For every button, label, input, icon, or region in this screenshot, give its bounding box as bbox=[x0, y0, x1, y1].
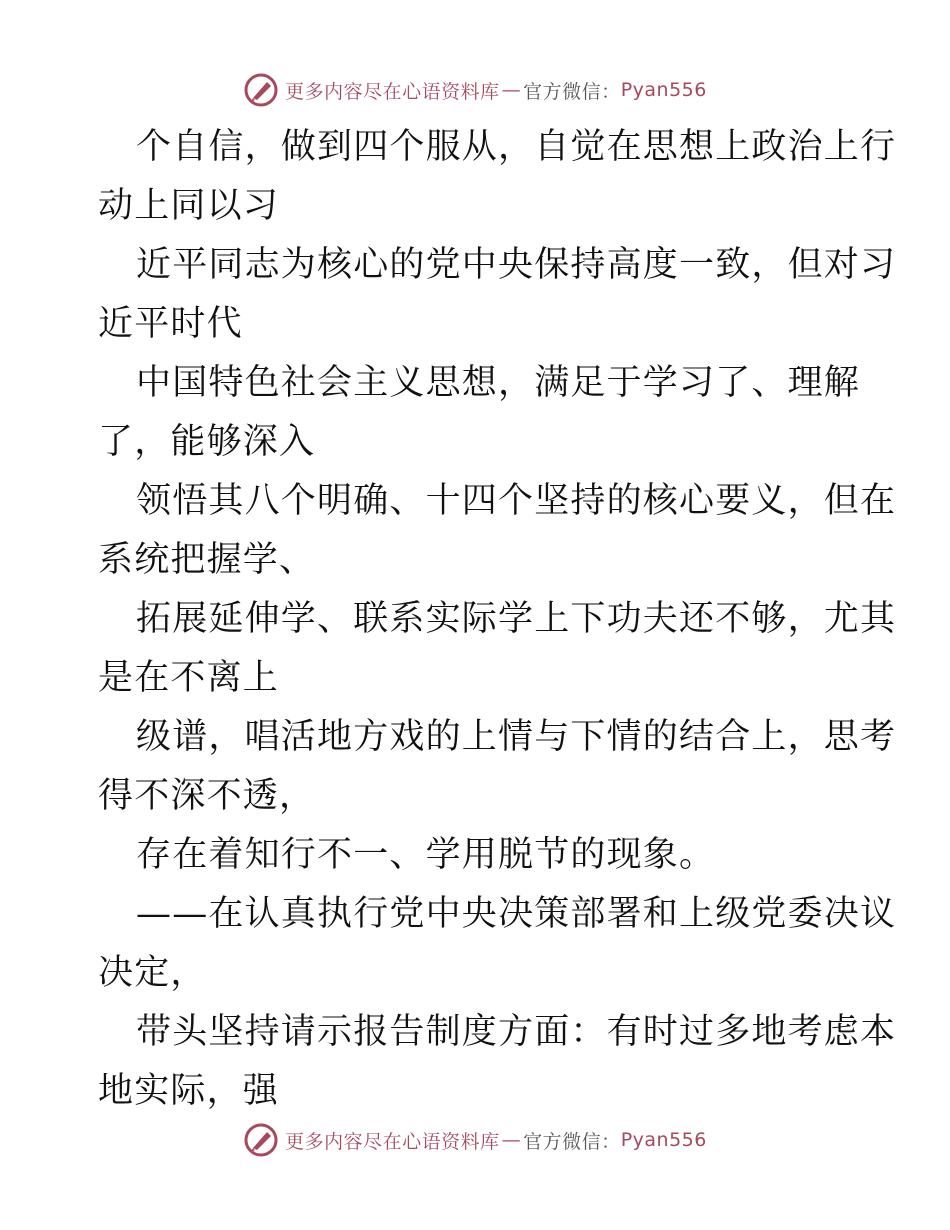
watermark-dash: — bbox=[501, 79, 522, 101]
text-line: ——在认真执行党中央决策部署和上级党委决议 bbox=[136, 894, 897, 934]
text-line: 动上同以习 bbox=[98, 186, 280, 226]
text-line: 得不深不透， bbox=[98, 776, 316, 816]
watermark-main-text: 更多内容尽在心语资料库 bbox=[285, 80, 500, 103]
text-line: 地实际，强 bbox=[98, 1071, 280, 1111]
watermark-wechat-id: Pyan556 bbox=[620, 79, 707, 101]
text-line: 拓展延伸学、联系实际学上下功夫还不够，尤其 bbox=[136, 599, 897, 639]
text-line: 中国特色社会主义思想，满足于学习了、理解 bbox=[136, 363, 861, 403]
text-line: 系统把握学、 bbox=[98, 540, 316, 580]
text-line: 领悟其八个明确、十四个坚持的核心要义，但在 bbox=[136, 481, 897, 521]
pen-logo-icon bbox=[243, 1122, 279, 1158]
pen-logo-icon bbox=[243, 72, 279, 108]
watermark-dash: — bbox=[501, 1129, 522, 1151]
watermark-sub-text: 官方微信： bbox=[523, 80, 621, 103]
footer-watermark bbox=[0, 1120, 950, 1160]
text-line: 存在着知行不一、学用脱节的现象。 bbox=[136, 835, 716, 875]
text-line: 级谱，唱活地方戏的上情与下情的结合上，思考 bbox=[136, 717, 897, 757]
text-line: 带头坚持请示报告制度方面：有时过多地考虑本 bbox=[136, 1012, 897, 1052]
header-watermark bbox=[0, 70, 950, 110]
watermark-main-text: 更多内容尽在心语资料库 bbox=[285, 1130, 500, 1153]
text-line: 近平时代 bbox=[98, 304, 243, 344]
document-body bbox=[98, 118, 897, 1121]
watermark-sub-text: 官方微信： bbox=[523, 1130, 621, 1153]
text-line: 了，能够深入 bbox=[98, 422, 316, 462]
watermark-wechat-id: Pyan556 bbox=[620, 1129, 707, 1151]
text-line: 是在不离上 bbox=[98, 658, 280, 698]
text-line: 近平同志为核心的党中央保持高度一致，但对习 bbox=[136, 245, 897, 285]
text-line: 决定， bbox=[98, 953, 207, 993]
text-line: 个自信，做到四个服从，自觉在思想上政治上行 bbox=[136, 127, 897, 167]
